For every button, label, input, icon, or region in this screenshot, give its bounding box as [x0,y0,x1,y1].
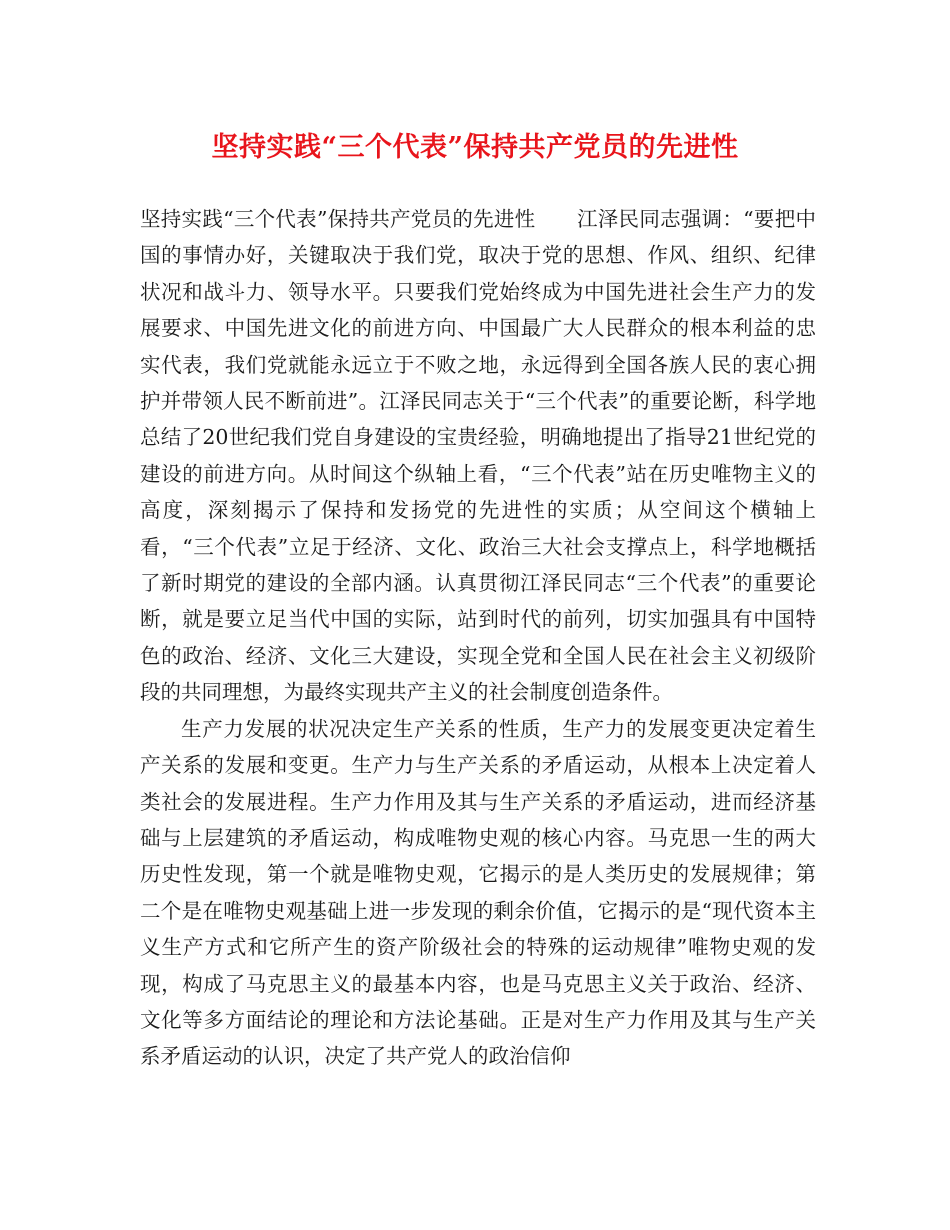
paragraph-1: 坚持实践“三个代表”保持共产党员的先进性 江泽民同志强调：“要把中国的事情办好，关键取决于我们党，取决于党的思想、作风、组织、纪律状况和战斗力、领导水平。只要我们党始终成为中国先进社会生产力的发展要求、中国先进文化的前进方向、中国最广大人民群众的根本利益的忠实代表，我们党就能永远立于不败之地，永远得到全国各族人民的衷心拥护并带领人民不断前进”。江泽民同志关于“三个代表”的重要论断，科学地总结了20世纪我们党自身建设的宝贵经验，明确地提出了指导21世纪党的建设的前进方向。从时间这个纵轴上看，“三个代表”站在历史唯物主义的高度，深刻揭示了保持和发扬党的先进性的实质；从空间这个横轴上看，“三个代表”立足于经济、文化、政治三大社会支撑点上，科学地概括了新时期党的建设的全部内涵。认真贯彻江泽民同志“三个代表”的重要论断，就是要立足当代中国的实际，站到时代的前列，切实加强具有中国特色的政治、经济、文化三大建设，实现全党和全国人民在社会主义初级阶段的共同理想，为最终实现共产主义的社会制度创造条件。 [140,207,816,705]
document-title: 坚持实践“三个代表”保持共产党员的先进性 [211,132,739,163]
paragraph-2: 生产力发展的状况决定生产关系的性质，生产力的发展变更决定着生产关系的发展和变更。生产力与生产关系的矛盾运动，从根本上决定着人类社会的发展进程。生产力作用及其与生产关系的矛盾运动，进而经济基础与上层建筑的矛盾运动，构成唯物史观的核心内容。马克思一生的两大历史性发现，第一个就是唯物史观，它揭示的是人类历史的发展规律；第二个是在唯物史观基础上进一步发现的剩余价值，它揭示的是“现代资本主义生产方式和它所产生的资产阶级社会的特殊的运动规律”唯物史观的发现，构成了马克思主义的最基本内容，也是马克思主义关于政治、经济、文化等多方面结论的理论和方法论基础。正是对生产力作用及其与生产关系矛盾运动的认识，决定了共产党人的政治信仰 [140,716,816,1069]
document-body [140,201,816,1075]
